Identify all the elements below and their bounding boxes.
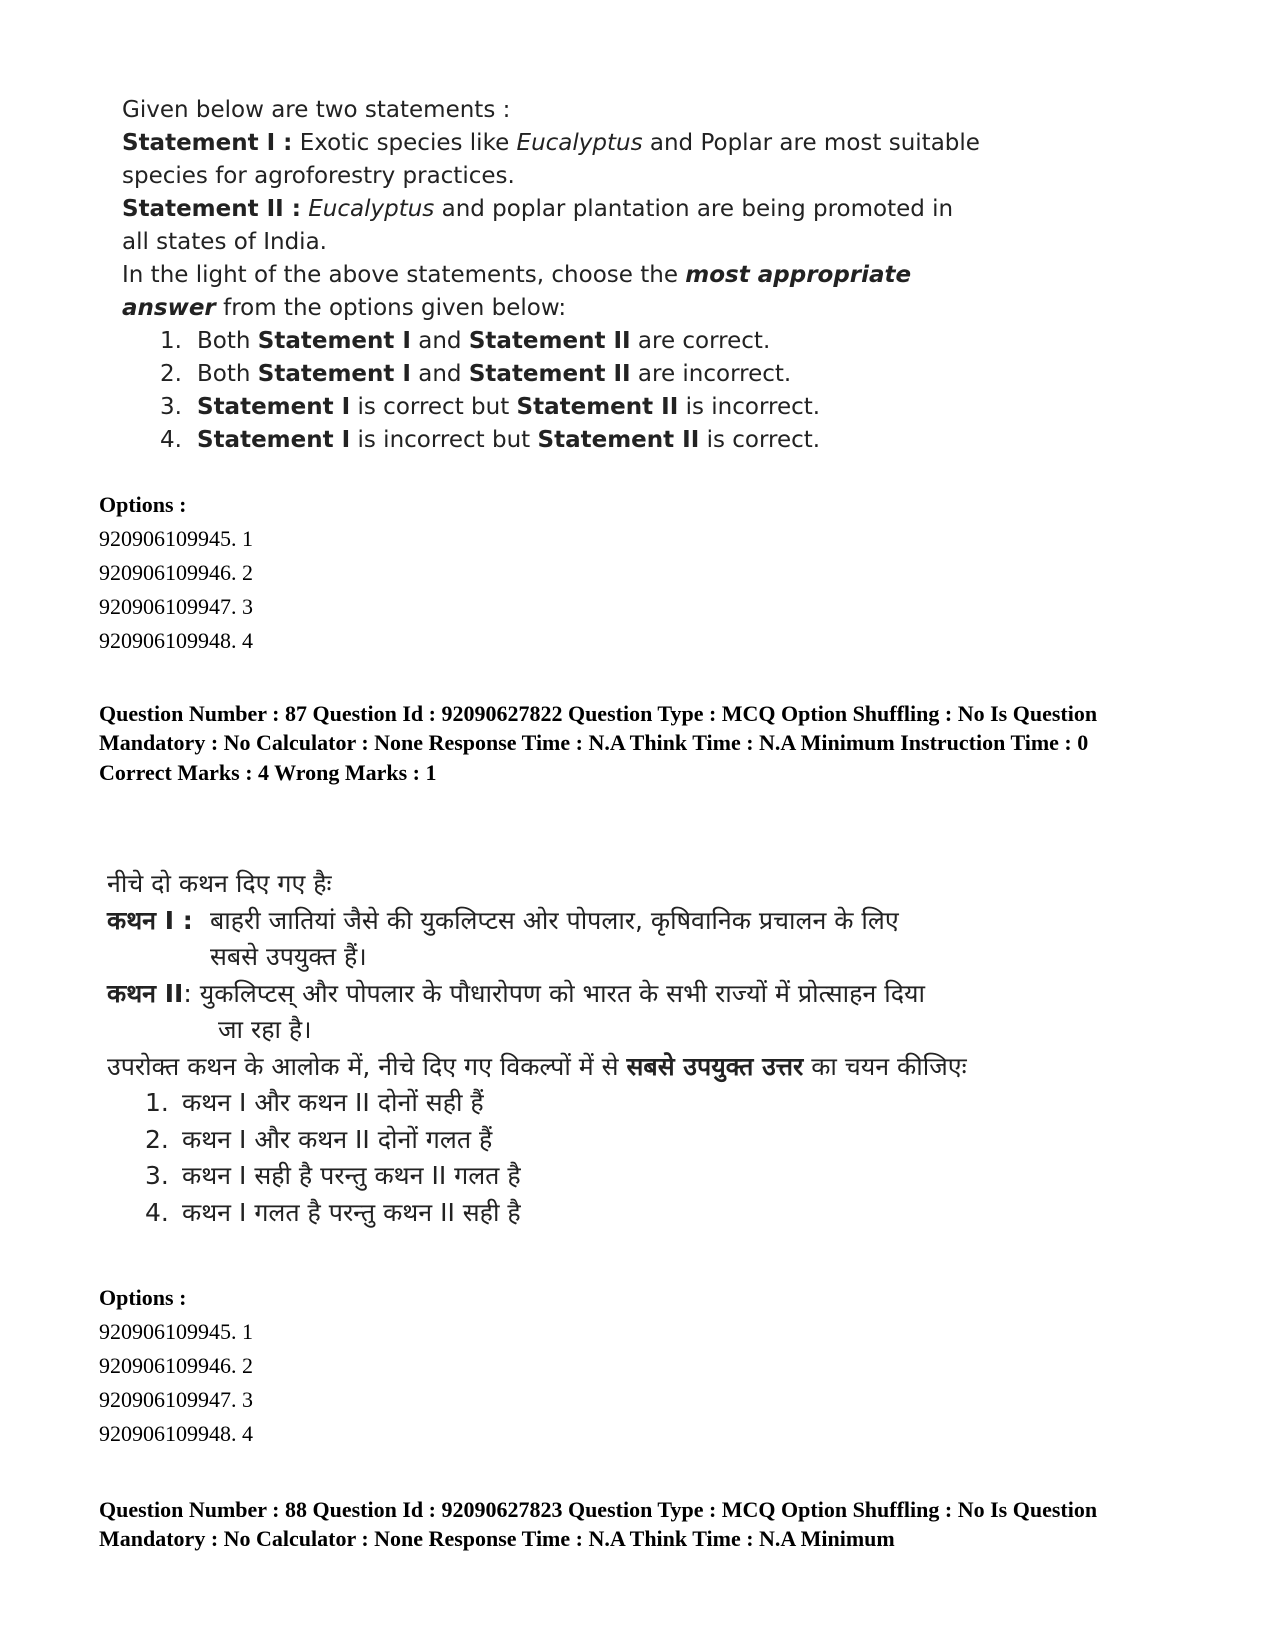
q86-statement-2: Statement II : Eucalyptus and poplar plantation are being promoted in all states of India. <box>122 196 954 255</box>
q86-choice: 4. Statement I is incorrect but Statement II is correct. <box>160 427 821 453</box>
options-block-2 <box>99 1281 253 1451</box>
q86-choice: 2. Both Statement I and Statement II are incorrect. <box>160 361 792 387</box>
q87-choice: 2. कथन I और कथन II दोनों गलत हैं <box>145 1124 493 1154</box>
q87-intro: नीचे दो कथन दिए गए हैः <box>107 869 332 898</box>
question-87-header: Question Number : 87 Question Id : 92090627822 Question Type : MCQ Option Shuffling : No Is Question Mandatory : No Calculator : None Response Time : N.A Think Time : N.A Minimum Instruction Time : 0 <box>99 701 1098 755</box>
q87-choice: 4. कथन I गलत है परन्तु कथन II सही है <box>145 1197 521 1227</box>
q87-instruction: उपरोक्त कथन के आलोक में, नीचे दिए गए विकल्पों में से सबसे उपयुक्त उत्तर का चयन कीजिएः <box>107 1051 967 1081</box>
q86-intro: Given below are two statements : <box>122 97 511 123</box>
question-86-image <box>122 94 982 457</box>
q87-choice: 3. कथन I सही है परन्तु कथन II गलत है <box>145 1161 521 1190</box>
q86-statement-2-italic: Eucalyptus <box>308 196 435 222</box>
option-item: 920906109945. 1 <box>99 1319 253 1344</box>
options-block-1 <box>99 488 253 658</box>
option-item: 920906109947. 3 <box>99 1387 253 1412</box>
question-88-meta <box>99 1496 1189 1553</box>
q86-choice-list <box>122 325 982 457</box>
question-88-header: Question Number : 88 Question Id : 92090627823 Question Type : MCQ Option Shuffling : No Is Question Mandatory : No Calculator : None Response Time : N.A Think Time : N.A Minimum <box>99 1497 1098 1551</box>
option-item: 920906109947. 3 <box>99 594 253 619</box>
question-87-marks: Correct Marks : 4 Wrong Marks : 1 <box>99 760 437 785</box>
q87-statement-2-label: कथन II <box>107 978 184 1008</box>
q87-statement-1-label: कथन I : <box>107 905 193 935</box>
question-87-meta <box>99 700 1189 786</box>
q86-statement-1-label: Statement I : <box>122 130 293 156</box>
question-87-image: नीचे दो कथन दिए गए हैः कथन I : बाहरी जातियां जैसे की युकलिप्टस ओर पोपलार, कृषिवानिक प्रचालन के लिए सबसे उपयुक्त हैं। कथन II : युकलिप्टस् और पोपलार के पौधारोपण को भारत के सभी राज्यों में प्रोत्साहन दिया जा रहा है। उपरोक्त कथन के आलोक में, नीचे दिए गए विकल्पों में से सबसे उपयुक्त उत्तर का चयन कीजिएः 1. कथन I और कथन II दोनों सही हैं 2. कथन I और कथन II दोनों गलत हैं 3. कथन I सही है परन्तु कथन II गलत है 4. कथन I गलत है परन्तु कथन II सही है <box>107 866 987 1231</box>
q87-choice-list <box>107 1085 987 1231</box>
q86-choice: 1. Both Statement I and Statement II are correct. <box>160 328 771 354</box>
q86-choice: 3. Statement I is correct but Statement II is incorrect. <box>160 394 821 420</box>
option-item: 920906109946. 2 <box>99 560 253 585</box>
q86-statement-2-label: Statement II : <box>122 196 301 222</box>
options-heading: Options : <box>99 492 187 517</box>
q86-instruction: In the light of the above statements, choose the most appropriate answer from the options given below: <box>122 262 912 321</box>
option-item: 920906109945. 1 <box>99 526 253 551</box>
option-item: 920906109948. 4 <box>99 1421 253 1446</box>
options-heading: Options : <box>99 1285 187 1310</box>
option-item: 920906109948. 4 <box>99 628 253 653</box>
q86-instruction-emphasis: most appropriate answer <box>122 262 912 321</box>
option-item: 920906109946. 2 <box>99 1353 253 1378</box>
q87-statement-1: कथन I : बाहरी जातियां जैसे की युकलिप्टस ओर पोपलार, कृषिवानिक प्रचालन के लिए <box>107 903 987 940</box>
q86-statement-1: Statement I : Exotic species like Eucalyptus and Poplar are most suitable species for agroforestry practices. <box>122 130 980 189</box>
q87-choice: 1. कथन I और कथन II दोनों सही हैं <box>145 1088 484 1117</box>
q86-statement-1-italic: Eucalyptus <box>516 130 643 156</box>
q87-statement-2: कथन II : युकलिप्टस् और पोपलार के पौधारोपण को भारत के सभी राज्यों में प्रोत्साहन दिया <box>107 976 987 1013</box>
q87-instruction-emphasis: सबसे उपयुक्त उत्तर <box>626 1051 804 1081</box>
